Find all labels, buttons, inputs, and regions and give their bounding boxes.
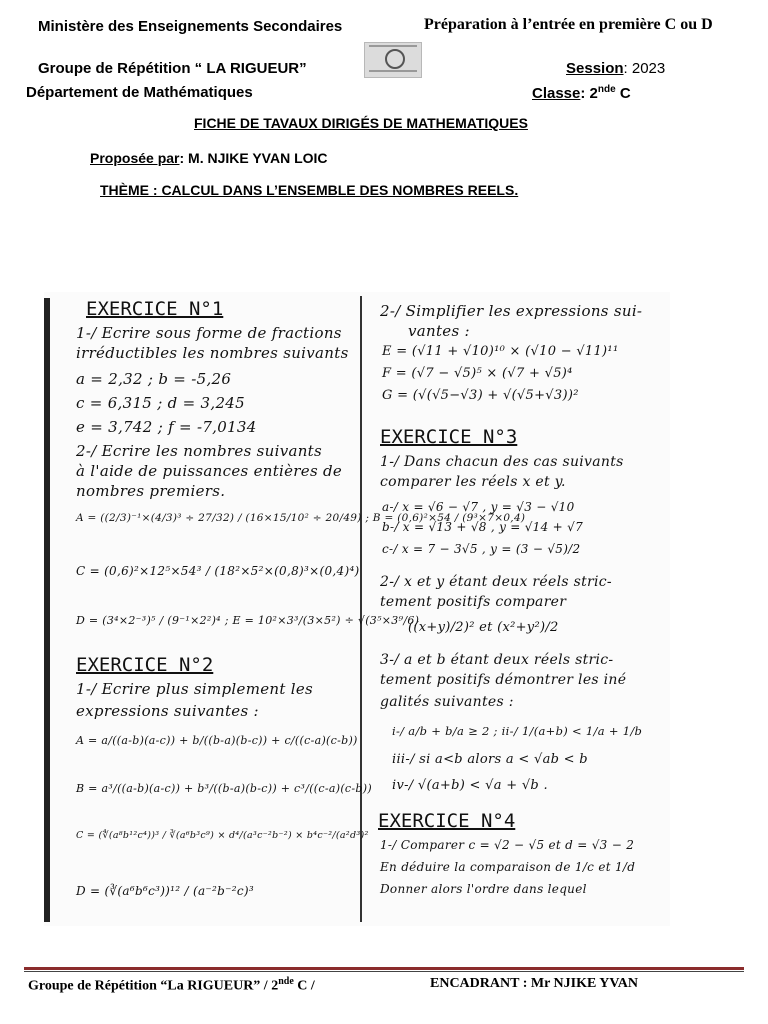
ex2-line: 1-/ Ecrire plus simplement les bbox=[76, 680, 314, 698]
formula-d2: D = (∛(a⁶b⁶c³))¹² / (a⁻²b⁻²c)³ bbox=[76, 884, 254, 898]
theme-text: THÈME : CALCUL DANS L’ENSEMBLE DES NOMBRES REELS. bbox=[100, 182, 519, 198]
ministry-text: Ministère des Enseignements Secondaires bbox=[38, 18, 343, 35]
ex3-line: tement positifs comparer bbox=[380, 594, 567, 610]
ex3-line: tement positifs démontrer les iné bbox=[380, 672, 627, 688]
ex1-line: c = 6,315 ; d = 3,245 bbox=[76, 394, 245, 412]
ex4-line: Donner alors l'ordre dans lequel bbox=[380, 882, 587, 896]
ex1-line: 2-/ Ecrire les nombres suivants bbox=[76, 442, 322, 460]
formula-e: E = (√11 + √10)¹⁰ × (√10 − √11)¹¹ bbox=[382, 344, 619, 359]
preparation-text: Préparation à l’entrée en première C ou D bbox=[424, 16, 713, 33]
ex1-line: a = 2,32 ; b = -5,26 bbox=[76, 370, 232, 388]
proposed-value: : M. NJIKE YVAN LOIC bbox=[179, 150, 328, 166]
ex1-line: e = 3,742 ; f = -7,0134 bbox=[76, 418, 257, 436]
ex3-line: a-/ x = √6 − √7 , y = √3 − √10 bbox=[382, 500, 575, 514]
footer-rule bbox=[24, 967, 744, 970]
ex3-line: i-/ a/b + b/a ≥ 2 ; ii-/ 1/(a+b) < 1/a + 1/b bbox=[392, 724, 643, 738]
session-value: : 2023 bbox=[623, 60, 666, 77]
ex3-line: comparer les réels x et y. bbox=[380, 474, 566, 490]
formula-a-b: A = ((2/3)⁻¹×(4/3)³ ÷ 27/32) / (16×15/10² ÷ 20/49) ; B = (0,6)²×54 / (9³×7×0,4) bbox=[76, 512, 526, 524]
session-field bbox=[566, 60, 665, 77]
ex2-line: expressions suivantes : bbox=[76, 702, 259, 720]
ex3-line: b-/ x = √13 + √8 , y = √14 + √7 bbox=[382, 520, 584, 534]
ex4-line: 1-/ Comparer c = √2 − √5 et d = √3 − 2 bbox=[380, 838, 635, 852]
formula-g: G = (√(√5−√3) + √(√5+√3))² bbox=[382, 388, 579, 403]
scan-edge bbox=[44, 298, 50, 922]
department-text: Département de Mathématiques bbox=[26, 84, 253, 101]
group-name: Groupe de Répétition “ LA RIGUEUR” bbox=[38, 60, 307, 77]
ex3-line: iii-/ si a<b alors a < √ab < b bbox=[392, 752, 588, 767]
ex3-line: 3-/ a et b étant deux réels stric- bbox=[380, 652, 614, 668]
school-logo bbox=[364, 42, 422, 78]
ex1-line: irréductibles les nombres suivants bbox=[76, 344, 349, 362]
proposed-label: Proposée par bbox=[90, 150, 180, 166]
exercise-4-title: EXERCICE N°4 bbox=[378, 810, 516, 832]
right-line: 2-/ Simplifier les expressions sui- bbox=[380, 302, 643, 320]
footer-supervisor: ENCADRANT : Mr NJIKE YVAN bbox=[430, 976, 638, 991]
class-suffix: C bbox=[615, 85, 631, 102]
exercise-1-title: EXERCICE N°1 bbox=[86, 298, 224, 320]
ex1-line: nombres premiers. bbox=[76, 482, 226, 500]
formula-f: F = (√7 − √5)⁵ × (√7 + √5)⁴ bbox=[382, 366, 573, 381]
class-sup: nde bbox=[597, 84, 616, 95]
class-label: Classe bbox=[532, 85, 581, 102]
page-title: FICHE DE TAVAUX DIRIGÉS DE MATHEMATIQUES bbox=[194, 115, 528, 131]
right-line: vantes : bbox=[408, 322, 470, 340]
footer-sup: nde bbox=[278, 976, 294, 987]
formula-a: A = a/((a-b)(a-c)) + b/((b-a)(b-c)) + c/((c-a)(c-b)) bbox=[76, 734, 358, 747]
ex3-line: 1-/ Dans chacun des cas suivants bbox=[380, 454, 624, 470]
column-divider bbox=[360, 296, 362, 922]
ex3-line: galités suivantes : bbox=[380, 694, 514, 710]
formula-c: C = (0,6)²×12⁵×54³ / (18²×5²×(0,8)³×(0,4)⁴) bbox=[76, 564, 360, 578]
formula-c2: C = (∜(a⁸b¹²c⁴))³ / ∛(a⁶b³c⁹) × d⁴/(a³c⁻²b⁻²) × b⁴c⁻²/(a²d³)² bbox=[76, 830, 369, 841]
ex3-line: c-/ x = 7 − 3√5 , y = (3 − √5)/2 bbox=[382, 542, 581, 556]
footer-rule-thin bbox=[24, 971, 744, 972]
ex1-line: à l'aide de puissances entières de bbox=[76, 462, 343, 480]
formula-b: B = a³/((a-b)(a-c)) + b³/((b-a)(b-c)) + c³/((c-a)(c-b)) bbox=[76, 782, 372, 795]
formula-d-e: D = (3⁴×2⁻³)⁵ / (9⁻¹×2²)⁴ ; E = 10²×3³/(3×5²) ÷ √(3⁵×3⁹/6) bbox=[76, 614, 420, 627]
ex1-line: 1-/ Ecrire sous forme de fractions bbox=[76, 324, 342, 342]
footer-left bbox=[28, 976, 315, 995]
ex3-line: ((x+y)/2)² et (x²+y²)/2 bbox=[408, 620, 559, 635]
ex4-line: En déduire la comparaison de 1/c et 1/d bbox=[380, 860, 636, 874]
exercise-3-title: EXERCICE N°3 bbox=[380, 426, 518, 448]
footer-group: Groupe de Répétition “La RIGUEUR” / 2 bbox=[28, 978, 279, 994]
class-field bbox=[532, 84, 631, 102]
ex3-line: 2-/ x et y étant deux réels stric- bbox=[380, 574, 612, 590]
footer-class: C / bbox=[293, 978, 315, 994]
session-label: Session bbox=[566, 60, 624, 77]
proposed-by bbox=[90, 150, 328, 166]
ex3-line: iv-/ √(a+b) < √a + √b . bbox=[392, 778, 548, 793]
exercise-2-title: EXERCICE N°2 bbox=[76, 654, 214, 676]
class-value-prefix: : 2 bbox=[580, 85, 598, 102]
